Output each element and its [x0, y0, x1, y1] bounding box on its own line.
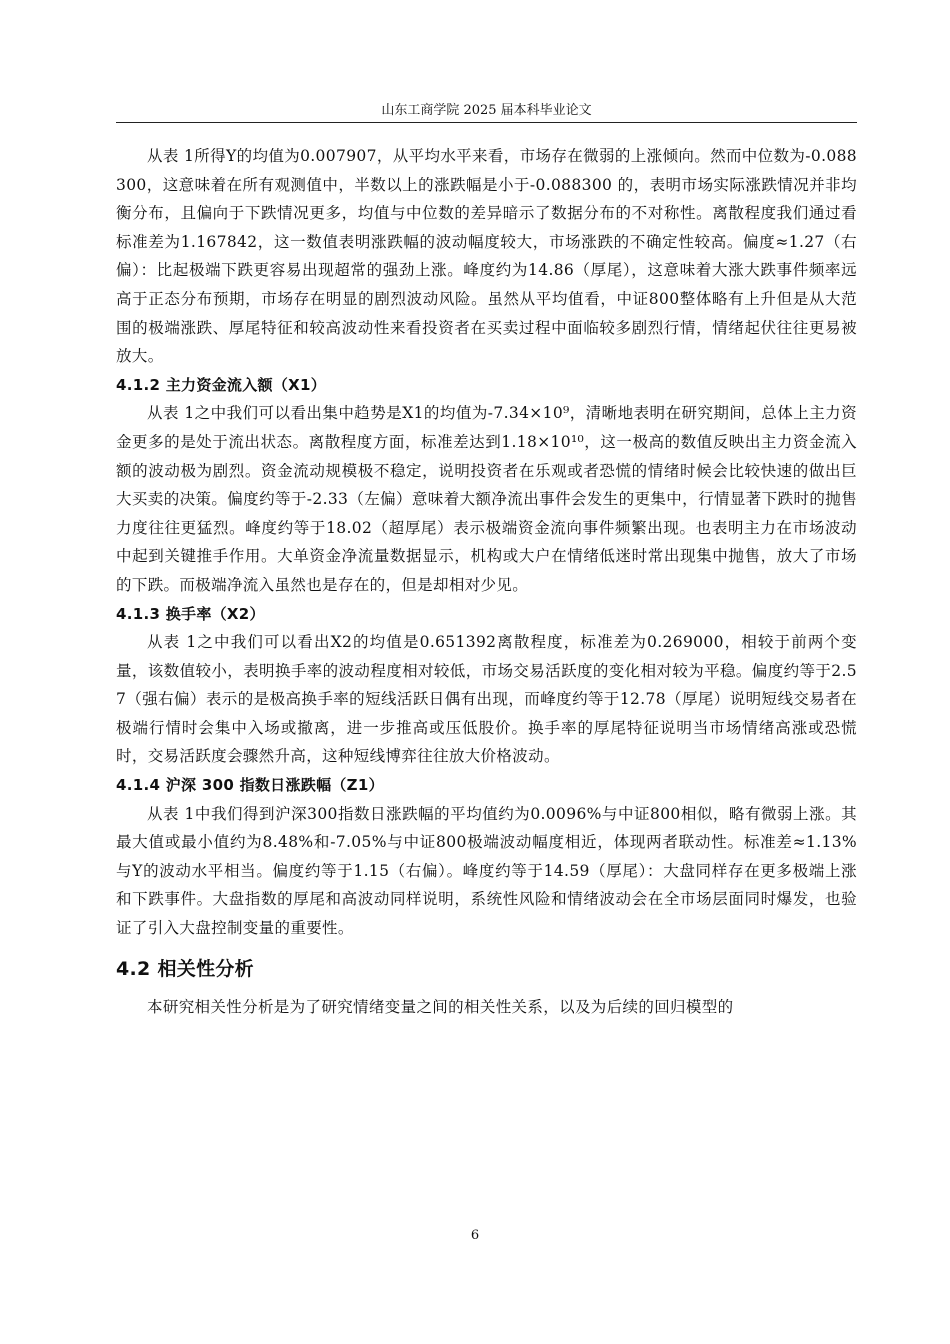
page-number: 6: [470, 1228, 480, 1243]
paragraph-y-summary: 从表 1所得Y的均值为0.007907，从平均水平来看，市场存在微弱的上涨倾向。然而中位数为-0.088300，这意味着在所有观测值中，半数以上的涨跌幅是小于-0.088300 的，表明市场实际涨跌情况并非均衡分布，且偏向于下跌情况更多，均值与中位数的差异暗示了数据分布的不对称性。离散程度我们通过看标准差为1.167842，这一数值表明涨跌幅的波动幅度较大，市场涨跌的不确定性较高。偏度≈1.27（右偏）：比起极端下跌更容易出现超常的强劲上涨。峰度约为14.86（厚尾），这意味着大涨大跌事件频率远高于正态分布预期，市场存在明显的剧烈波动风险。虽然从平均值看，中证800整体略有上升但是从大范围的极端涨跌、厚尾特征和较高波动性来看投资者在买卖过程中面临较多剧烈行情，情绪起伏往往更易被放大。: [116, 147, 857, 366]
paragraph-x1: 从表 1之中我们可以看出集中趋势是X1的均值为-7.34×10⁹，清晰地表明在研究期间，总体上主力资金更多的是处于流出状态。离散程度方面，标准差达到1.18×10¹⁰，这一极高的数值反映出主力资金流入额的波动极为剧烈。资金流动规模极不稳定，说明投资者在乐观或者恐慌的情绪时候会比较快速的做出巨大买卖的决策。偏度约等于-2.33（左偏）意味着大额净流出事件会发生的更集中，行情显著下跌时的抛售力度往往更猛烈。峰度约等于18.02（超厚尾）表示极端资金流向事件频繁出现。也表明主力在市场波动中起到关键推手作用。大单资金净流量数据显示，机构或大户在情绪低迷时常出现集中抛售，放大了市场的下跌。而极端净流入虽然也是存在的，但是却相对少见。: [116, 404, 857, 594]
paragraph-x2: 从表 1之中我们可以看出X2的均值是0.651392离散程度，标准差为0.269000，相较于前两个变量，该数值较小，表明换手率的波动程度相对较低，市场交易活跃度的变化相对较为平稳。偏度约等于2.57（强右偏）表示的是极高换手率的短线活跃日偶有出现，而峰度约等于12.78（厚尾）说明短线交易者在极端行情时会集中入场或撤离，进一步推高或压低股价。换手率的厚尾特征说明当市场情绪高涨或恐慌时，交易活跃度会骤然升高，这种短线博弈往往放大价格波动。: [116, 633, 857, 766]
subsection-heading-4-1-2: 4.1.2 主力资金流入额（X1）: [116, 375, 327, 394]
subsection-heading-4-1-4: 4.1.4 沪深 300 指数日涨跌幅（Z1）: [116, 776, 384, 795]
running-header: 山东工商学院 2025 届本科毕业论文: [381, 103, 592, 118]
page-body: [116, 142, 857, 1021]
paragraph-z1: 从表 1中我们得到沪深300指数日涨跌幅的平均值约为0.0096%与中证800相似，略有微弱上涨。其最大值或最小值约为8.48%和-7.05%与中证800极端波动幅度相近，体现两者联动性。标准差≈1.13%与Y的波动水平相当。偏度约等于1.15（右偏）。峰度约等于14.59（厚尾）：大盘同样存在更多极端上涨和下跌事件。大盘指数的厚尾和高波动同样说明，系统性风险和情绪波动会在全市场层面同时爆发，也验证了引入大盘控制变量的重要性。: [116, 804, 857, 938]
subsection-heading-4-1-3: 4.1.3 换手率（X2）: [116, 604, 265, 623]
header-rule: [116, 122, 857, 123]
section-heading-4-2: 4.2 相关性分析: [116, 957, 254, 980]
paragraph-correlation: 本研究相关性分析是为了研究情绪变量之间的相关性关系，以及为后续的回归模型的: [147, 997, 734, 1016]
